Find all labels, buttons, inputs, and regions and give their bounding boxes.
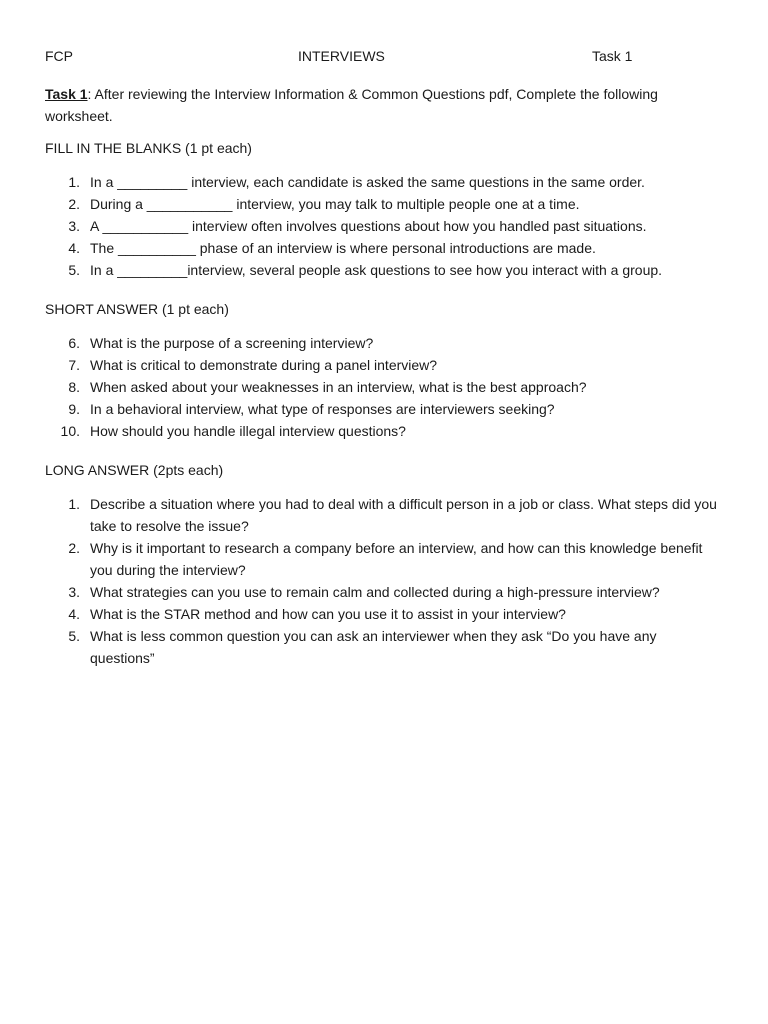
list-item	[45, 237, 720, 259]
item-text: Why is it important to research a company before an interview, and how can this knowledge benefit you during the interview?	[90, 540, 703, 578]
item-number: 8.	[68, 379, 80, 395]
long-answer-heading: LONG ANSWER (2pts each)	[45, 462, 224, 478]
item-number: 5.	[68, 628, 80, 644]
task-instructions-text: : After reviewing the Interview Information & Common Questions pdf, Complete the following worksheet.	[45, 86, 658, 124]
item-text: What is critical to demonstrate during a panel interview?	[90, 357, 438, 373]
item-number: 10.	[60, 423, 80, 439]
short-answer-heading: SHORT ANSWER (1 pt each)	[45, 301, 229, 317]
list-item	[45, 354, 720, 376]
list-item	[45, 332, 720, 354]
item-number: 1.	[68, 496, 80, 512]
list-item	[45, 493, 720, 537]
list-item	[45, 215, 720, 237]
item-text: What strategies can you use to remain calm and collected during a high-pressure interview?	[90, 584, 660, 600]
item-text: What is less common question you can ask an interviewer when they ask “Do you have any questions”	[90, 628, 657, 666]
item-number: 5.	[68, 262, 80, 278]
list-item	[45, 603, 720, 625]
item-text: In a _________ interview, each candidate is asked the same questions in the same order.	[90, 174, 645, 190]
item-number: 4.	[68, 606, 80, 622]
short-answer-list	[45, 332, 725, 442]
task-label: Task 1	[45, 86, 88, 102]
fill-in-blanks-heading: FILL IN THE BLANKS (1 pt each)	[45, 140, 252, 156]
list-item	[45, 398, 720, 420]
item-number: 2.	[68, 196, 80, 212]
list-item	[45, 376, 720, 398]
item-number: 3.	[68, 218, 80, 234]
list-item	[45, 581, 720, 603]
item-number: 1.	[68, 174, 80, 190]
item-text: What is the purpose of a screening interview?	[90, 335, 374, 351]
task-instructions	[45, 83, 705, 127]
item-number: 9.	[68, 401, 80, 417]
item-number: 7.	[68, 357, 80, 373]
item-text: When asked about your weaknesses in an interview, what is the best approach?	[90, 379, 587, 395]
item-text: During a ___________ interview, you may talk to multiple people one at a time.	[90, 196, 580, 212]
item-number: 6.	[68, 335, 80, 351]
list-item	[45, 537, 720, 581]
page-header	[45, 45, 725, 67]
item-text: Describe a situation where you had to deal with a difficult person in a job or class. What steps did you take to resolve the issue?	[90, 496, 717, 534]
item-number: 3.	[68, 584, 80, 600]
worksheet-page	[45, 45, 725, 669]
item-text: In a behavioral interview, what type of responses are interviewers seeking?	[90, 401, 555, 417]
header-title: INTERVIEWS	[298, 48, 385, 64]
list-item	[45, 171, 720, 193]
header-course: FCP	[45, 48, 73, 64]
item-text: The __________ phase of an interview is where personal introductions are made.	[90, 240, 596, 256]
long-answer-list	[45, 493, 725, 669]
item-text: What is the STAR method and how can you use it to assist in your interview?	[90, 606, 566, 622]
item-text: How should you handle illegal interview questions?	[90, 423, 406, 439]
list-item	[45, 420, 720, 442]
item-text: A ___________ interview often involves questions about how you handled past situations.	[90, 218, 647, 234]
header-task: Task 1	[592, 48, 633, 64]
item-text: In a _________interview, several people ask questions to see how you interact with a group.	[90, 262, 663, 278]
item-number: 4.	[68, 240, 80, 256]
list-item	[45, 625, 720, 669]
list-item	[45, 193, 720, 215]
fill-in-blanks-list	[45, 171, 725, 281]
item-number: 2.	[68, 540, 80, 556]
list-item	[45, 259, 720, 281]
